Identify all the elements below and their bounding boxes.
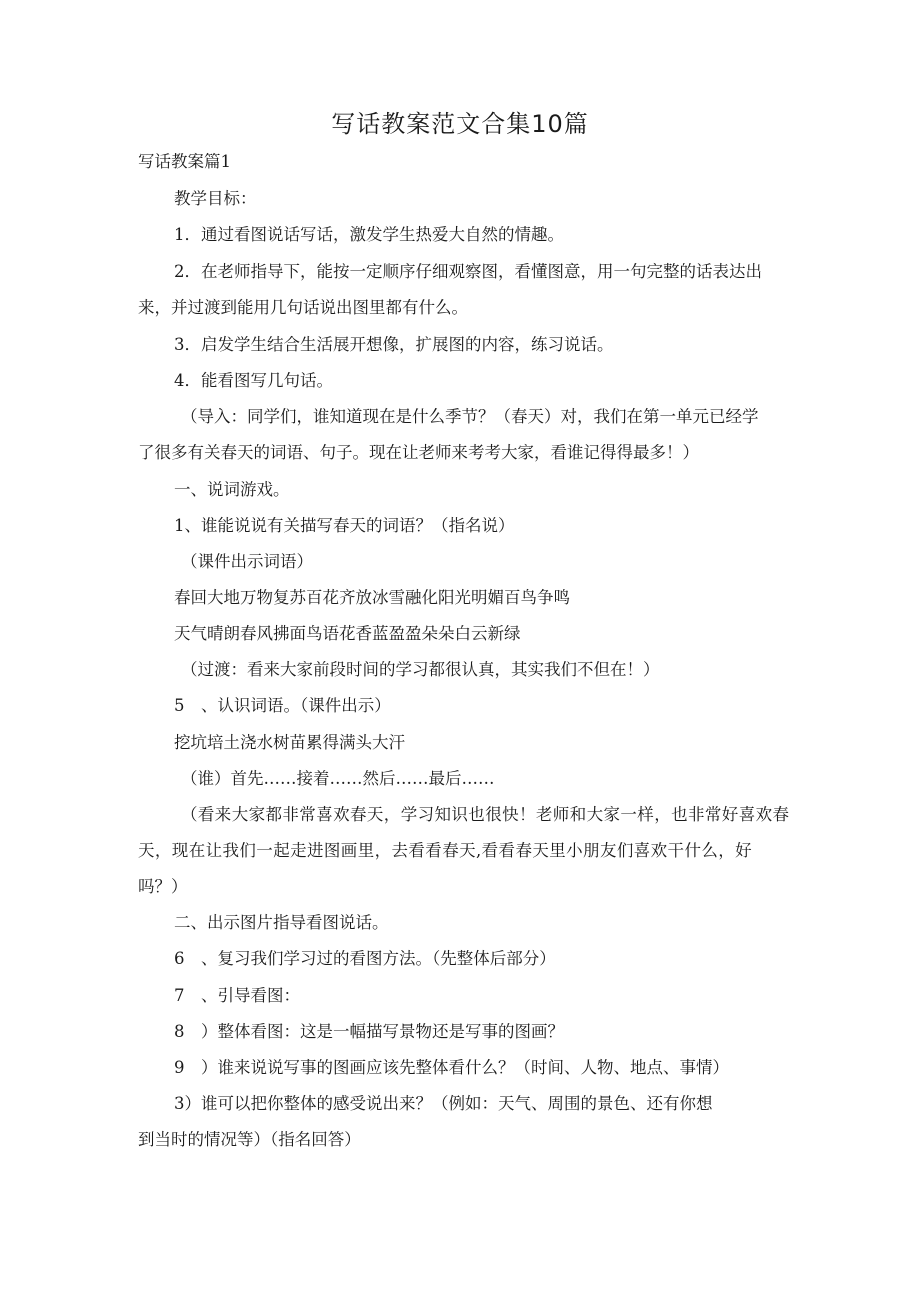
paragraph-line: 春回大地万物复苏百花齐放冰雪融化阳光明媚百鸟争鸣 — [174, 588, 570, 607]
paragraph-line: 2．在老师指导下，能按一定顺序仔细观察图，看懂图意，用一句完整的话表达出 — [174, 262, 762, 281]
paragraph-line: 4．能看图写几句话。 — [174, 371, 333, 390]
paragraph-line: （课件出示词语） — [181, 552, 313, 571]
paragraph-line: 二、出示图片指导看图说话。 — [174, 913, 389, 932]
section-heading: 写话教案篇1 — [138, 152, 231, 171]
paragraph-line: （看来大家都非常喜欢春天，学习知识也很快！老师和大家一样，也非常好喜欢春 — [181, 805, 790, 824]
paragraph-line: 1、谁能说说有关描写春天的词语？（指名说） — [174, 516, 515, 535]
document-title: 写话教案范文合集10篇 — [331, 110, 589, 138]
paragraph-line: 3．启发学生结合生活展开想像，扩展图的内容，练习说话。 — [174, 335, 614, 354]
paragraph-line: 9 ）谁来说说写事的图画应该先整体看什么？（时间、人物、地点、事情） — [174, 1058, 729, 1077]
paragraph-line: （导入：同学们，谁知道现在是什么季节？（春天）对，我们在第一单元已经学 — [181, 407, 759, 426]
paragraph-line: 一、说词游戏。 — [174, 480, 290, 499]
paragraph-line: 5 、认识词语。（课件出示） — [174, 696, 391, 715]
paragraph-line: 3）谁可以把你整体的感受说出来？（例如：天气、周围的景色、还有你想 — [174, 1094, 713, 1113]
paragraph-line: 吗？） — [138, 877, 188, 896]
paragraph-line: 教学目标： — [174, 189, 257, 208]
paragraph-line: 挖坑培土浇水树苗累得满头大汗 — [174, 733, 405, 752]
paragraph-line: 天，现在让我们一起走进图画里，去看看春天,看看春天里小朋友们喜欢干什么，好 — [138, 841, 753, 860]
paragraph-line: 到当时的情况等）（指名回答） — [138, 1130, 361, 1149]
paragraph-line: （过渡：看来大家前段时间的学习都很认真，其实我们不但在！） — [181, 660, 660, 679]
paragraph-line: 了很多有关春天的词语、句子。现在让老师来考考大家，看谁记得得最多！） — [138, 443, 699, 462]
paragraph-line: 7 、引导看图： — [174, 986, 300, 1005]
paragraph-line: （谁）首先……接着……然后……最后…… — [181, 769, 495, 788]
paragraph-line: 6 、复习我们学习过的看图方法。（先整体后部分） — [174, 949, 556, 968]
paragraph-line: 8 ）整体看图：这是一幅描写景物还是写事的图画？ — [174, 1022, 564, 1041]
paragraph-line: 1．通过看图说话写话，激发学生热爱大自然的情趣。 — [174, 225, 564, 244]
paragraph-line: 天气晴朗春风拂面鸟语花香蓝盈盈朵朵白云新绿 — [174, 624, 521, 643]
paragraph-line: 来，并过渡到能用几句话说出图里都有什么。 — [138, 298, 468, 317]
